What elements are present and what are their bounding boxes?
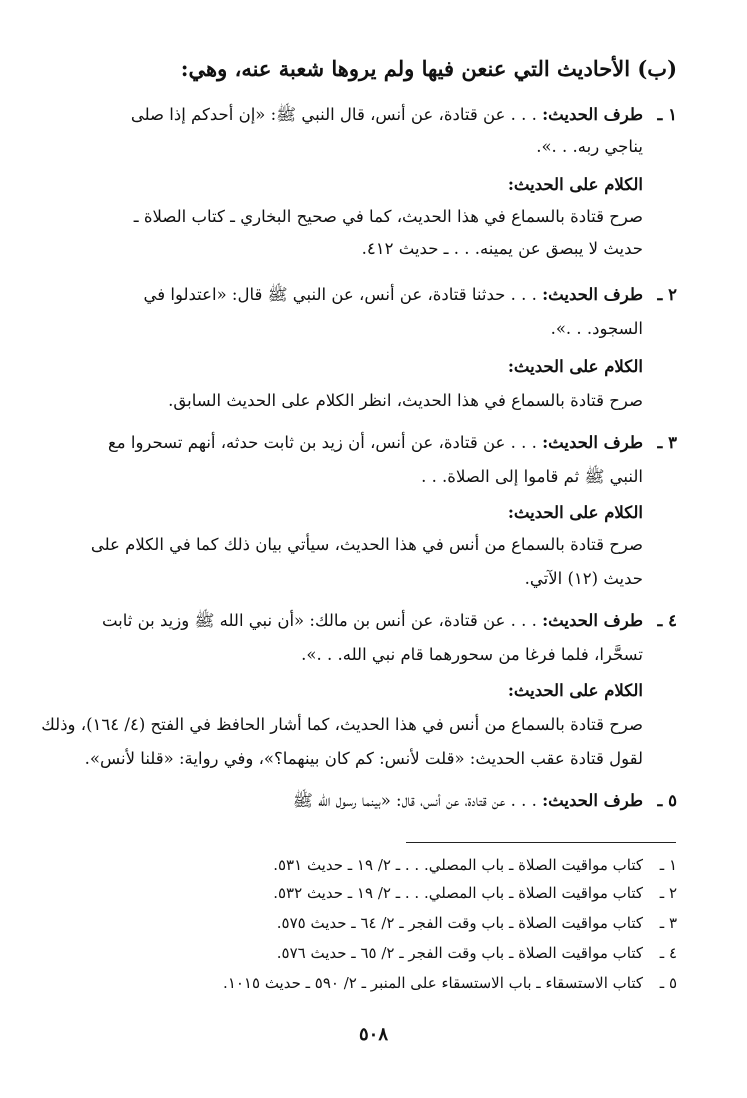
footnote-1-number: ١ ـ (659, 856, 677, 874)
entry-3-second-line: النبي ﷺ ثم قاموا إلى الصلاة. . . (421, 467, 643, 486)
footnote-divider (406, 842, 676, 843)
footnote-1-text: كتاب مواقيت الصلاة ـ باب المصلي. . . ـ ٢/ ١٩ ـ حديث ٥٣١. (273, 856, 643, 874)
footnote-2-number: ٢ ـ (659, 884, 677, 902)
entry-4-label: طرف الحديث: (542, 611, 643, 630)
entry-4-discussion-line-2: لقول قتادة عقب الحديث: «قلت لأنس: كم كان بينهما؟»، وفي رواية: «قلنا لأنس». (84, 749, 643, 768)
page-number: ٥٠٨ (358, 1024, 388, 1045)
entry-3-first-line (37, 428, 677, 458)
entry-5-first-line (37, 786, 677, 816)
entry-3-text: . . . عن قتادة، عن أنس، أن زيد بن ثابت حدثه، أنهم تسحروا مع (108, 433, 537, 452)
entry-2-label: طرف الحديث: (542, 285, 643, 304)
entry-1-discussion-heading: الكلام على الحديث: (507, 175, 643, 194)
entry-4-discussion-heading: الكلام على الحديث: (507, 681, 643, 700)
footnote-5 (57, 970, 677, 996)
entry-1-number: ١ ـ (657, 105, 677, 124)
footnote-3-number: ٣ ـ (659, 914, 677, 932)
footnote-4 (57, 940, 677, 966)
entry-5-number: ٥ ـ (657, 791, 677, 810)
entry-1-first-line (37, 100, 677, 130)
entry-1-second-line: يناجي ربه. . .». (536, 137, 643, 156)
entry-4-first-line (37, 606, 677, 636)
entry-1-discussion-line-1: صرح قتادة بالسماع في هذا الحديث، كما في صحيح البخاري ـ كتاب الصلاة ـ (133, 207, 643, 226)
entry-3-number: ٣ ـ (657, 433, 677, 452)
entry-2-number: ٢ ـ (657, 285, 677, 304)
entry-4-number: ٤ ـ (657, 611, 677, 630)
footnote-2-text: كتاب مواقيت الصلاة ـ باب المصلي. . . ـ ٢/ ١٩ ـ حديث ٥٣٢. (273, 884, 643, 902)
footnote-4-number: ٤ ـ (659, 944, 677, 962)
entry-1-label: طرف الحديث: (542, 105, 643, 124)
footnote-2 (57, 880, 677, 906)
section-heading: (ب) الأحاديث التي عنعن فيها ولم يروها شعبة عنه، وهي: (180, 56, 677, 81)
entry-4-second-line: تسحَّرا، فلما فرغا من سحورهما قام نبي الله. . .». (301, 645, 643, 664)
entry-5-label: طرف الحديث: (542, 791, 643, 810)
footnote-1 (57, 852, 677, 878)
footnote-5-text: كتاب الاستسقاء ـ باب الاستسقاء على المنبر ـ ٢/ ٥٩٠ ـ حديث ١٠١٥. (223, 974, 643, 992)
entry-1-discussion-line-2: حديث لا يبصق عن يمينه. . . ـ حديث ٤١٢. (361, 239, 643, 258)
footnote-4-text: كتاب مواقيت الصلاة ـ باب وقت الفجر ـ ٢/ ٦٥ ـ حديث ٥٧٦. (276, 944, 643, 962)
entry-3-label: طرف الحديث: (542, 433, 643, 452)
entry-3-discussion-line-2: حديث (١٢) الآتي. (524, 569, 643, 588)
entry-2-first-line (37, 280, 677, 310)
entry-2-text: . . . حدثنا قتادة، عن أنس، عن النبي ﷺ قال: «اعتدلوا في (143, 285, 537, 304)
entry-4-text: . . . عن قتادة، عن أنس بن مالك: «أن نبي الله ﷺ وزيد بن ثابت (101, 611, 537, 630)
entry-4-discussion-line-1: صرح قتادة بالسماع من أنس في هذا الحديث، كما أشار الحافظ في الفتح (٤/ ١٦٤)، وذلك (41, 715, 643, 734)
entry-2-discussion-line-1: صرح قتادة بالسماع في هذا الحديث، انظر الكلام على الحديث السابق. (168, 391, 643, 410)
entry-3-discussion-heading: الكلام على الحديث: (507, 503, 643, 522)
entry-2-discussion-heading: الكلام على الحديث: (507, 357, 643, 376)
entry-3-discussion-line-1: صرح قتادة بالسماع من أنس في هذا الحديث، سيأتي بيان ذلك كما في الكلام على (90, 535, 643, 554)
footnote-3 (57, 910, 677, 936)
footnote-5-number: ٥ ـ (659, 974, 677, 992)
entry-2-second-line: السجود. . .». (550, 319, 643, 338)
footnote-3-text: كتاب مواقيت الصلاة ـ باب وقت الفجر ـ ٢/ ٦٤ ـ حديث ٥٧٥. (276, 914, 643, 932)
entry-5-text: . . . عن قتادة، عن أنس، قال: «بينما رسول الله ﷺ (292, 791, 537, 810)
entry-1-text: . . . عن قتادة، عن أنس، قال النبي ﷺ: «إن أحدكم إذا صلى (130, 105, 537, 124)
